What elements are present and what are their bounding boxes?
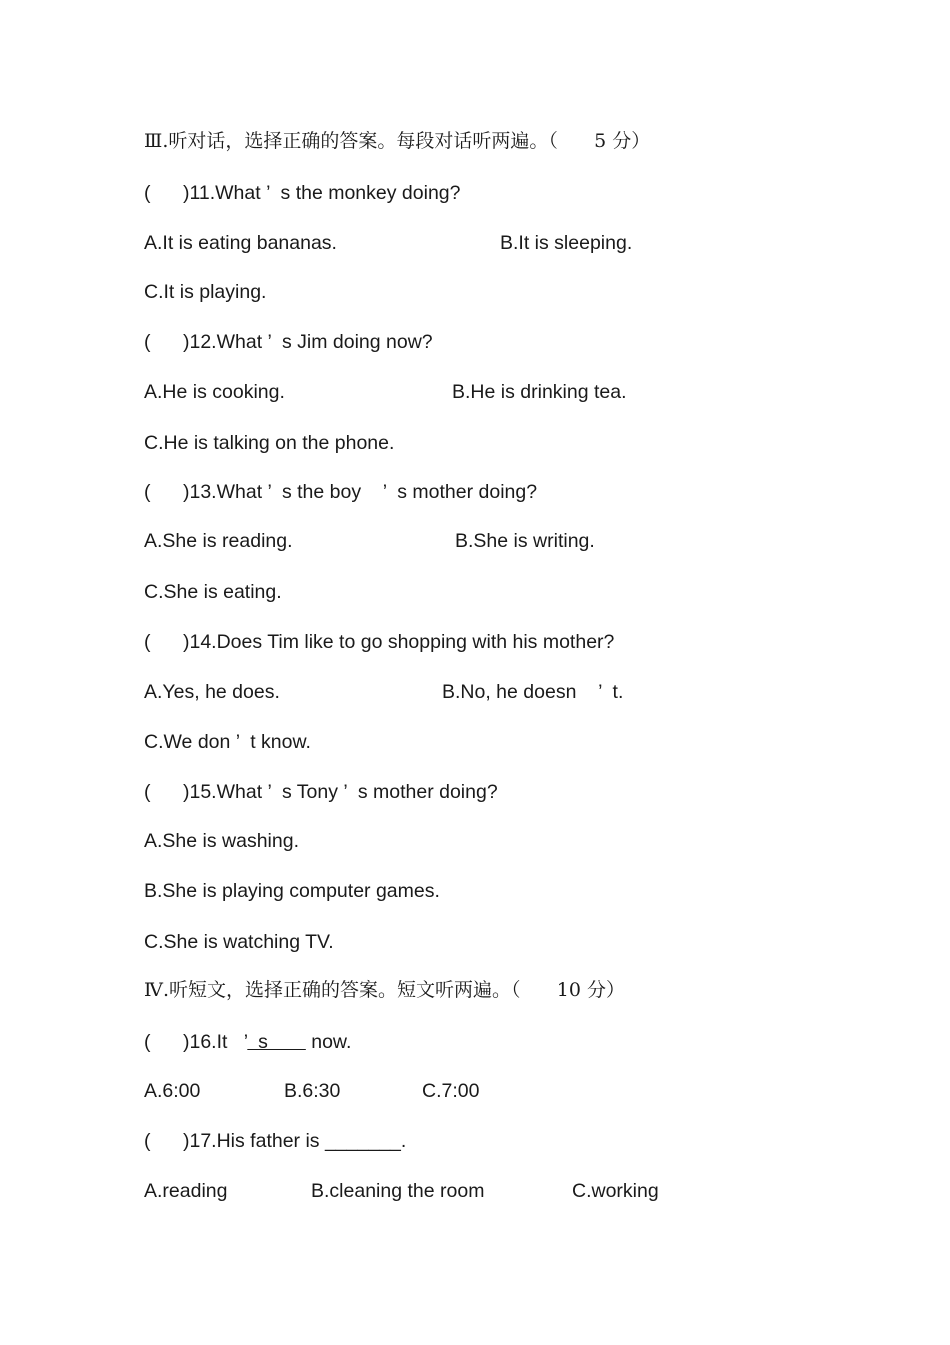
question-11-option-a: A.It is eating bananas.: [144, 232, 337, 254]
question-11-option-b: B.It is sleeping.: [500, 232, 633, 254]
question-12-option-c: C.He is talking on the phone.: [144, 432, 395, 454]
question-17-option-c: C.working: [572, 1180, 659, 1202]
question-11-stem: ( )11.What ’ s the monkey doing?: [144, 182, 461, 204]
question-16-option-c: C.7:00: [422, 1080, 480, 1102]
question-12-option-a: A.He is cooking.: [144, 381, 285, 403]
question-13-option-b: B.She is writing.: [455, 530, 595, 552]
question-12-stem: ( )12.What ’ s Jim doing now?: [144, 331, 433, 353]
section-4-heading: Ⅳ.听短文，选择正确的答案。短文听两遍。（ 10 分）: [144, 979, 625, 1001]
question-16-stem: [144, 1029, 351, 1055]
question-13-option-a: A.She is reading.: [144, 530, 293, 552]
question-11-option-c: C.It is playing.: [144, 281, 267, 303]
question-17-stem: ( )17.His father is _______.: [144, 1130, 407, 1152]
question-16-stem-prefix: ( )16.It ’: [144, 1031, 248, 1053]
question-17-option-b: B.cleaning the room: [311, 1180, 485, 1202]
question-12-option-b: B.He is drinking tea.: [452, 381, 627, 403]
question-15-stem: ( )15.What ’ s Tony ’ s mother doing?: [144, 781, 498, 803]
question-14-option-c: C.We don ’ t know.: [144, 731, 311, 753]
question-16-option-a: A.6:00: [144, 1080, 201, 1102]
question-15-option-b: B.She is playing computer games.: [144, 880, 440, 902]
question-16-blank: s: [247, 1031, 306, 1053]
question-14-option-b: B.No, he doesn ’ t.: [442, 681, 624, 703]
question-14-stem: ( )14.Does Tim like to go shopping with his mother?: [144, 631, 615, 653]
question-17-option-a: A.reading: [144, 1180, 228, 1202]
question-14-option-a: A.Yes, he does.: [144, 681, 280, 703]
section-3-heading: Ⅲ.听对话，选择正确的答案。每段对话听两遍。（ 5 分）: [144, 130, 651, 152]
question-16-option-b: B.6:30: [284, 1080, 341, 1102]
question-15-option-a: A.She is washing.: [144, 830, 300, 852]
question-16-stem-suffix: now.: [305, 1031, 352, 1053]
question-15-option-c: C.She is watching TV.: [144, 931, 334, 953]
question-13-stem: ( )13.What ’ s the boy ’ s mother doing?: [144, 481, 538, 503]
question-13-option-c: C.She is eating.: [144, 581, 282, 603]
